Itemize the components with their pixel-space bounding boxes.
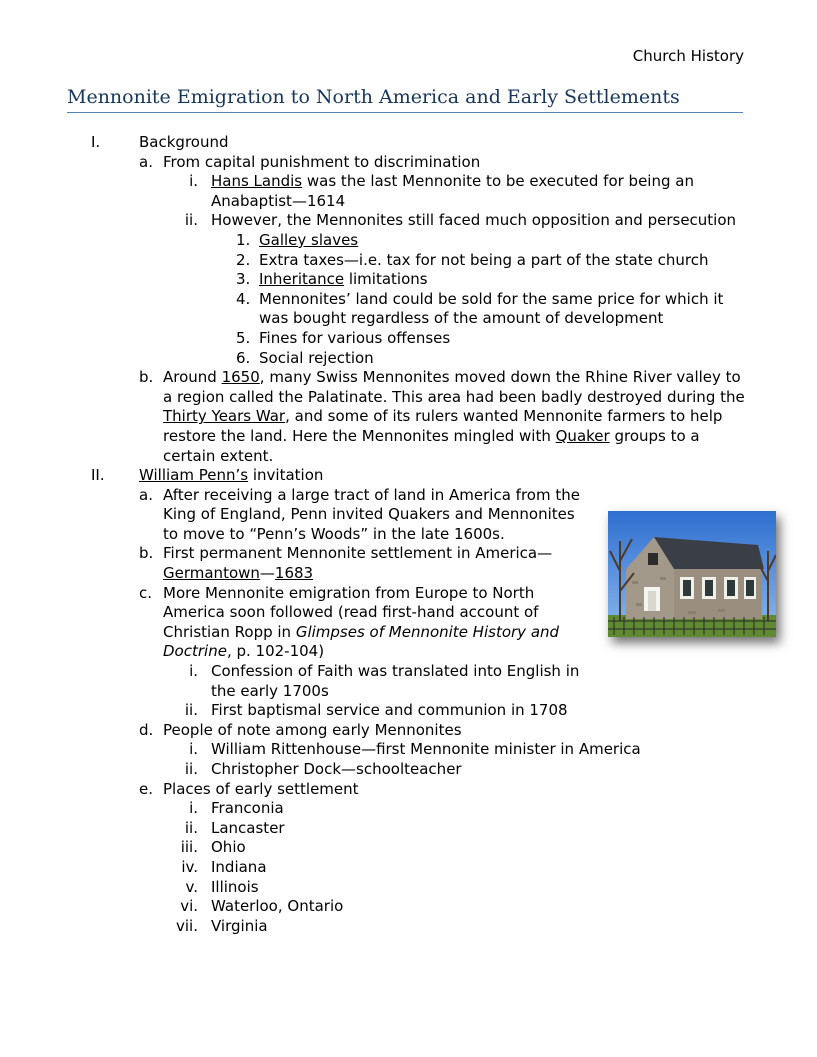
list-item	[0, 211, 817, 231]
list-item	[0, 329, 817, 349]
list-item	[0, 740, 817, 760]
list-item-text: Hans Landis was the last Mennonite to be executed for being an Anabaptist—1614	[211, 172, 694, 210]
list-item	[0, 662, 817, 701]
list-marker: i.	[189, 799, 198, 818]
list-item	[0, 270, 817, 290]
list-marker: c.	[139, 583, 153, 602]
list-item	[0, 701, 817, 721]
list-item	[0, 780, 817, 800]
list-item-text: More Mennonite emigration from Europe to North America soon followed (read first-hand account of Christian Ropp in Glimpses of Mennonite History and Doctrine, p. 102-104)	[163, 583, 560, 661]
list-marker: a.	[139, 485, 153, 504]
list-marker: i.	[189, 172, 198, 191]
list-item-text: From capital punishment to discrimination	[163, 152, 481, 171]
list-item-text: Lancaster	[211, 818, 285, 837]
list-marker: v.	[185, 877, 198, 896]
list-item-text: Extra taxes—i.e. tax for not being a part of the state church	[259, 250, 709, 269]
list-marker: 4.	[236, 289, 251, 308]
list-item	[0, 349, 817, 369]
list-item-text: Confession of Faith was translated into English in the early 1700s	[211, 662, 580, 700]
year-1683-link[interactable]: 1683	[274, 564, 314, 583]
list-marker: 5.	[236, 328, 251, 347]
list-marker: II.	[91, 466, 105, 485]
list-marker: 2.	[236, 250, 251, 269]
william-penn-link[interactable]: William Penn’s	[139, 466, 249, 485]
list-item-text: People of note among early Mennonites	[163, 720, 462, 739]
list-item-text: First permanent Mennonite settlement in America—Germantown—1683	[163, 544, 553, 583]
list-item-text: Mennonites’ land could be sold for the same price for which it was bought regardless of the amount of development	[259, 289, 724, 328]
list-item	[0, 153, 817, 173]
list-item	[0, 897, 817, 917]
galley-slaves-link[interactable]: Galley slaves	[259, 230, 359, 249]
list-marker: e.	[139, 779, 153, 798]
list-item-text: Illinois	[211, 877, 259, 896]
meetinghouse-photo	[608, 511, 776, 637]
list-item	[0, 819, 817, 839]
list-item	[0, 721, 817, 741]
list-item	[0, 231, 817, 251]
list-marker: d.	[139, 720, 154, 739]
list-item	[0, 858, 817, 878]
list-item-text: Places of early settlement	[163, 779, 359, 798]
page-title: Mennonite Emigration to North America and Early Settlements	[67, 86, 743, 113]
list-marker: b.	[139, 544, 154, 563]
thirty-years-war-link[interactable]: Thirty Years War	[163, 407, 286, 426]
list-item	[0, 760, 817, 780]
list-item-text: Around 1650, many Swiss Mennonites moved down the Rhine River valley to a region called the Palatinate. This area had been badly destroyed during the Thirty Years War, and some of its rulers wanted Mennonite farmers to help restore the land. Here the Mennonites mingled with Quaker groups to a certain extent.	[163, 368, 745, 465]
list-item-text: Inheritance limitations	[259, 270, 428, 289]
list-item	[0, 251, 817, 271]
list-item-text: William Rittenhouse—first Mennonite minister in America	[211, 740, 641, 759]
list-item-text: Franconia	[211, 799, 284, 818]
list-marker: ii.	[184, 818, 198, 837]
list-item	[0, 917, 817, 937]
list-item-text: Christopher Dock—schoolteacher	[211, 760, 462, 778]
list-item-text: After receiving a large tract of land in America from the King of England, Penn invited Quakers and Mennonites to move to “Penn’s Woods” in the late 1600s.	[163, 485, 580, 543]
year-1650-link[interactable]: 1650	[221, 368, 260, 387]
section-heading: William Penn’s invitation	[139, 466, 324, 485]
list-item	[0, 172, 817, 211]
book-title: Glimpses of Mennonite History and Doctrine	[163, 622, 560, 661]
list-marker: ii.	[184, 701, 198, 720]
list-item-text: Ohio	[211, 838, 246, 857]
list-item	[0, 838, 817, 858]
list-marker: I.	[91, 133, 101, 151]
section-background	[0, 133, 817, 153]
inheritance-link[interactable]: Inheritance	[259, 270, 345, 289]
list-marker: 6.	[236, 348, 251, 367]
list-marker: iii.	[180, 838, 198, 857]
list-item-text: Social rejection	[259, 348, 374, 367]
list-marker: ii.	[184, 211, 198, 230]
list-item	[0, 368, 817, 466]
list-item-text: Fines for various offenses	[259, 328, 451, 347]
list-marker: a.	[139, 152, 153, 171]
list-item-text: Virginia	[211, 916, 268, 935]
list-marker: i.	[189, 662, 198, 681]
list-marker: vi.	[180, 897, 198, 916]
page-header-label: Church History	[632, 47, 744, 65]
section-penn-invitation	[0, 466, 817, 486]
list-item	[0, 878, 817, 898]
section-heading: Background	[139, 133, 229, 151]
germantown-link[interactable]: Germantown	[163, 564, 260, 583]
list-marker: vii.	[176, 916, 198, 935]
list-marker: 3.	[236, 270, 251, 289]
list-marker: iv.	[181, 857, 198, 876]
list-item-text: Waterloo, Ontario	[211, 897, 344, 916]
list-marker: ii.	[184, 760, 198, 778]
list-marker: b.	[139, 368, 154, 387]
list-item-text: Indiana	[211, 857, 267, 876]
list-item	[0, 290, 817, 329]
list-item	[0, 799, 817, 819]
list-item-text: First baptismal service and communion in 1708	[211, 701, 568, 720]
list-marker: i.	[189, 740, 198, 759]
quaker-link[interactable]: Quaker	[555, 426, 610, 445]
list-marker: 1.	[236, 230, 251, 249]
hans-landis-link[interactable]: Hans Landis	[211, 172, 303, 191]
list-item-text: However, the Mennonites still faced much opposition and persecution	[211, 211, 737, 230]
